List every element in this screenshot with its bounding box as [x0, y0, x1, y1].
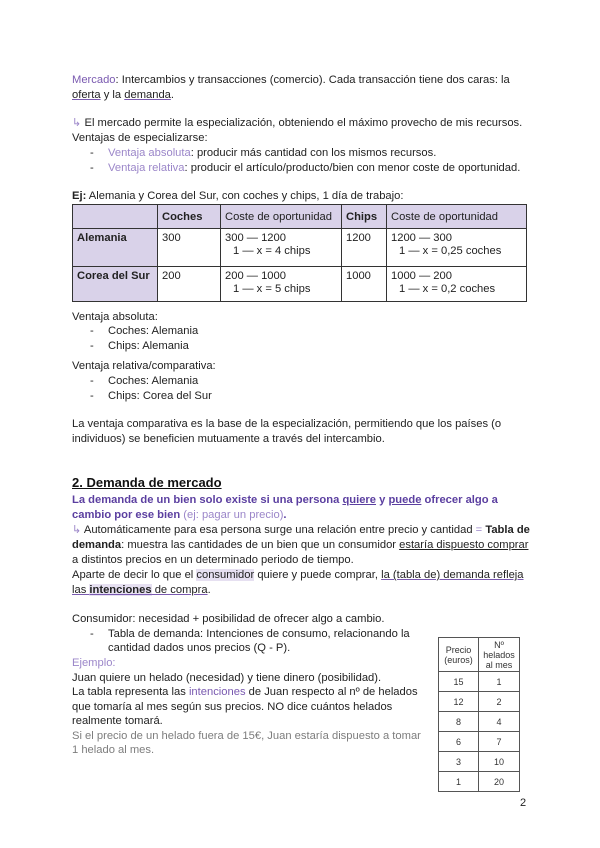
bullet-ventaja-relativa: - Ventaja relativa: producir el artículo/producto/bien con menor coste de oportunidad. — [90, 162, 521, 174]
mercado-line-2: oferta y la demanda. — [72, 89, 175, 101]
section2-p3-line2: las intenciones de compra. — [72, 584, 211, 596]
list-item: - Chips: Alemania — [90, 340, 189, 352]
demanda-link: demanda — [124, 89, 171, 101]
table-row: Alemania 300 300 — 1200 1 — x = 4 chips 1200 1200 — 300 1 — x = 0,25 coches — [73, 229, 527, 267]
list-item: - Tabla de demanda: Intenciones de consumo, relacionando la — [90, 628, 410, 640]
table-row: 3 10 — [439, 752, 520, 772]
ej-line: Ej: Alemania y Corea del Sur, con coches y chips, 1 día de trabajo: — [72, 190, 404, 202]
comparativa-line-1: La ventaja comparativa es la base de la especialización, permitiendo que los países (o — [72, 418, 502, 430]
ejemplo-line-1: Juan quiere un helado (necesidad) y tiene dinero (posibilidad). — [72, 672, 382, 684]
absoluta-title: Ventaja absoluta: — [72, 311, 158, 323]
section2-p2-line2: demanda: muestra las cantidades de un bien que un consumidor estaría dispuesto comprar — [72, 539, 529, 551]
table-row: 6 7 — [439, 732, 520, 752]
ejemplo-label: Ejemplo: — [72, 657, 116, 669]
page-number: 2 — [520, 797, 527, 809]
list-item: - Coches: Alemania — [90, 325, 199, 337]
section2-p1-line2: cambio por ese bien (ej: pagar un precio). — [72, 509, 287, 521]
arrow-icon: ↳ — [72, 117, 82, 129]
table-row: 12 2 — [439, 692, 520, 712]
section2-p2-line3: a distintos precios en un determinado periodo de tiempo. — [72, 554, 354, 566]
oferta-link: oferta — [72, 89, 101, 101]
ejemplo-line-6: 1 helado al mes. — [72, 744, 155, 756]
list-item: - Coches: Alemania — [90, 375, 199, 387]
ejemplo-line-3: que tomaría al mes según sus precios. NO dice cuántos helados — [72, 701, 393, 713]
relativa-title: Ventaja relativa/comparativa: — [72, 360, 216, 372]
helados-table — [438, 637, 520, 792]
consumidor-line: Consumidor: necesidad + posibilidad de ofrecer algo a cambio. — [72, 613, 385, 625]
special-line-1: ↳ El mercado permite la especialización, obteniendo el máximo provecho de mis recursos. — [72, 117, 523, 129]
table-row: Corea del Sur 200 200 — 1000 1 — x = 5 chips 1000 1000 — 200 1 — x = 0,2 coches — [73, 267, 527, 302]
table-row: 1 20 — [439, 772, 520, 792]
bullet-ventaja-absoluta: - Ventaja absoluta: producir más cantidad con los mismos recursos. — [90, 147, 437, 159]
arrow-icon: ↳ — [72, 524, 82, 536]
mercado-line-1: Mercado: Intercambios y transacciones (comercio). Cada transacción tiene dos caras: la — [72, 74, 510, 86]
ejemplo-line-2: La tabla representa las intenciones de Juan respecto al nº de helados — [72, 686, 418, 698]
ejemplo-line-5: Si el precio de un helado fuera de 15€, Juan estaría dispuesto a tomar — [72, 730, 421, 742]
table-header-row: Coches Coste de oportunidad Chips Coste de oportunidad — [73, 205, 527, 229]
section-heading: 2. Demanda de mercado — [72, 475, 222, 490]
helados-header-row: Precio (euros) Nº helados al mes — [439, 638, 520, 672]
special-line-2: Ventajas de especializarse: — [72, 132, 208, 144]
ventaja-table — [72, 204, 527, 302]
section2-p1-line1: La demanda de un bien solo existe si una persona quiere y puede ofrecer algo a — [72, 494, 498, 506]
list-item-cont: cantidad dados unos precios (Q - P). — [108, 642, 291, 654]
section2-p3-line1: Aparte de decir lo que el consumidor quiere y puede comprar, la (tabla de) demanda refleja — [72, 569, 524, 581]
table-row: 8 4 — [439, 712, 520, 732]
mercado-term: Mercado — [72, 74, 116, 86]
list-item: - Chips: Corea del Sur — [90, 390, 212, 402]
ejemplo-line-4: realmente tomará. — [72, 715, 163, 727]
table-row: 15 1 — [439, 672, 520, 692]
section2-p2-line1: ↳ Automáticamente para esa persona surge una relación entre precio y cantidad = Tabla de — [72, 524, 530, 536]
comparativa-line-2: individuos) se beneficien mutuamente a través del intercambio. — [72, 433, 385, 445]
